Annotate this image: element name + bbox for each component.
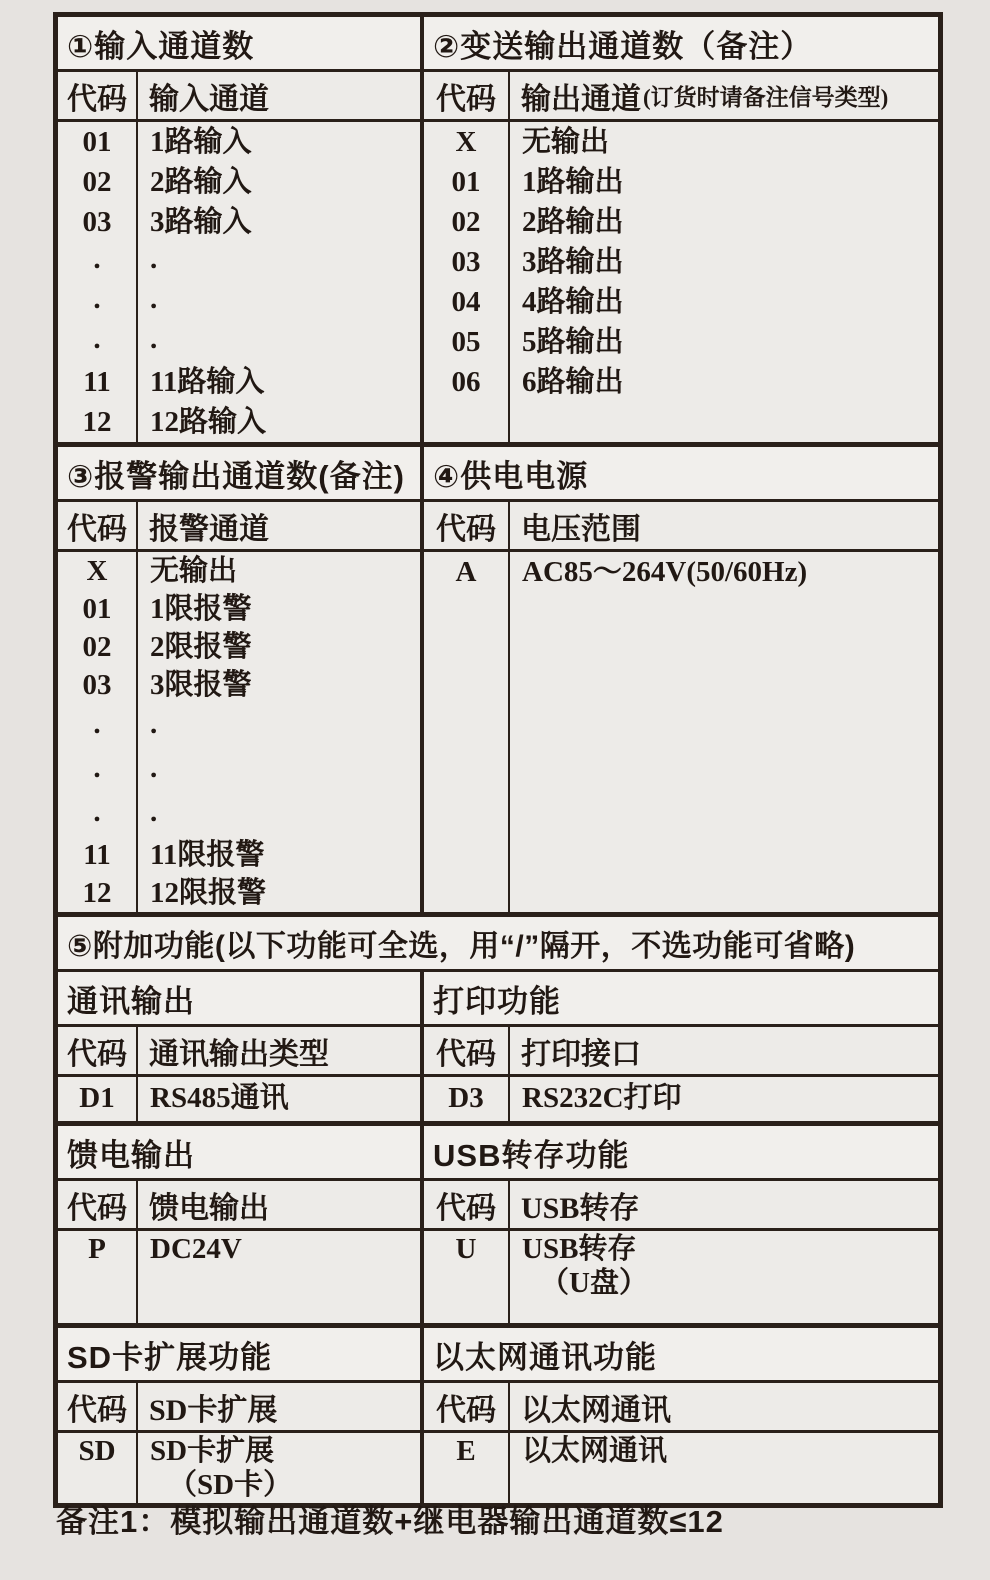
header-cell-desc: 打印接口 — [521, 1037, 641, 1071]
header-desc-note: (订货时请备注信号类型) — [643, 85, 889, 110]
code-cell: 03 — [82, 669, 112, 701]
code-column — [58, 1077, 138, 1121]
subsection-body — [58, 1433, 420, 1503]
subsection-header-row — [58, 1027, 420, 1077]
desc-cell: 12限报警 — [150, 877, 267, 909]
desc-cell: RS232C打印 — [522, 1082, 682, 1114]
section5-row-feed-usb — [58, 1121, 938, 1323]
section1-title: ①输入通道数 — [58, 17, 420, 72]
code-cell: 12 — [82, 406, 112, 438]
ellipsis-cell: . — [150, 752, 158, 784]
header-cell-code: 代码 — [424, 1181, 510, 1228]
header-cell-desc: SD卡扩展 — [149, 1393, 278, 1427]
subsection-body — [424, 1433, 938, 1503]
ordering-spec-table — [53, 12, 943, 1508]
code-cell: SD — [78, 1435, 116, 1467]
section3-body — [58, 552, 420, 912]
subsection-title: USB转存功能 — [424, 1126, 938, 1181]
subsection-print-function — [424, 972, 938, 1121]
desc-cell: 2路输出 — [522, 206, 624, 238]
header-cell-desc: 报警通道 — [149, 512, 269, 546]
ellipsis-cell: . — [93, 708, 101, 740]
desc-column — [138, 122, 420, 442]
desc-cell: 3路输出 — [522, 246, 624, 278]
desc-cell: DC24V — [150, 1233, 242, 1265]
code-cell: 03 — [451, 246, 481, 278]
subsection-title: 打印功能 — [424, 972, 938, 1027]
ellipsis-cell: . — [93, 752, 101, 784]
header-cell-desc — [510, 72, 938, 119]
code-cell: 05 — [451, 326, 481, 358]
code-cell: X — [455, 126, 477, 158]
desc-cell: 4路输出 — [522, 286, 624, 318]
ellipsis-cell: . — [150, 323, 158, 355]
header-cell-desc: USB转存 — [521, 1191, 640, 1225]
header-cell-code: 代码 — [58, 1383, 138, 1430]
subsection-body — [58, 1231, 420, 1323]
code-cell: 12 — [82, 877, 112, 909]
desc-cell: 1限报警 — [150, 593, 252, 625]
header-desc-main: 输出通道 — [521, 82, 641, 116]
header-cell-desc: 电压范围 — [521, 512, 641, 546]
desc-cell-line1: USB转存 — [522, 1233, 637, 1265]
ellipsis-cell: . — [150, 243, 158, 275]
code-cell: P — [88, 1233, 106, 1265]
section4-title: ④供电电源 — [424, 447, 938, 502]
code-column — [58, 1433, 138, 1503]
code-column — [424, 1433, 510, 1503]
section4-body — [424, 552, 938, 912]
header-cell-code: 代码 — [424, 72, 510, 119]
subsection-title: SD卡扩展功能 — [58, 1328, 420, 1383]
code-column — [424, 552, 510, 912]
section-alarm-output-channels — [58, 447, 424, 912]
code-column — [424, 1231, 510, 1323]
code-cell: 03 — [82, 206, 112, 238]
section-power-supply — [424, 447, 938, 912]
code-cell: D3 — [448, 1082, 484, 1114]
code-cell: U — [455, 1233, 477, 1265]
section5-title: ⑤附加功能(以下功能可全选，用“/”隔开，不选功能可省略) — [58, 912, 938, 972]
desc-cell: 2限报警 — [150, 631, 252, 663]
subsection-title: 以太网通讯功能 — [424, 1328, 938, 1383]
desc-cell-line1: SD卡扩展 — [150, 1435, 275, 1467]
header-cell-code: 代码 — [58, 1181, 138, 1228]
ellipsis-cell: . — [93, 323, 101, 355]
section2-title: ②变送输出通道数（备注） — [424, 17, 938, 72]
subsection-sd-card — [58, 1328, 424, 1503]
footnote: 备注1：模拟输出通道数+继电器输出通道数≤12 — [56, 1504, 724, 1539]
desc-column — [138, 1077, 420, 1121]
section4-header-row — [424, 502, 938, 552]
desc-cell: RS485通讯 — [150, 1082, 289, 1114]
subsection-header-row — [424, 1027, 938, 1077]
code-cell: D1 — [79, 1082, 115, 1114]
code-cell: 02 — [82, 631, 112, 663]
subsection-header-row — [58, 1383, 420, 1433]
subsection-header-row — [424, 1383, 938, 1433]
subsection-feed-output — [58, 1126, 424, 1323]
section3-header-row — [58, 502, 420, 552]
header-cell-code: 代码 — [58, 72, 138, 119]
subsection-comm-output — [58, 972, 424, 1121]
subsection-ethernet — [424, 1328, 938, 1503]
desc-cell: 5路输出 — [522, 326, 624, 358]
subsection-body — [58, 1077, 420, 1121]
code-cell: 01 — [82, 126, 112, 158]
desc-column — [138, 1231, 420, 1323]
section3-title: ③报警输出通道数(备注) — [58, 447, 420, 502]
section1-body — [58, 122, 420, 442]
code-cell: 11 — [83, 839, 111, 871]
desc-cell: 6路输出 — [522, 366, 624, 398]
desc-column — [138, 552, 420, 912]
desc-cell: 3路输入 — [150, 206, 252, 238]
section-transmit-output-channels — [424, 17, 938, 442]
desc-column — [510, 1231, 938, 1323]
desc-cell: 1路输入 — [150, 126, 252, 158]
desc-cell: 11限报警 — [150, 839, 265, 871]
desc-column — [510, 1077, 938, 1121]
code-cell: 04 — [451, 286, 481, 318]
desc-cell: 2路输入 — [150, 166, 252, 198]
header-cell-desc: 馈电输出 — [149, 1191, 269, 1225]
desc-column — [510, 552, 938, 912]
header-cell-code: 代码 — [58, 1027, 138, 1074]
subsection-body — [424, 1077, 938, 1121]
subsection-title: 馈电输出 — [58, 1126, 420, 1181]
ellipsis-cell: . — [150, 796, 158, 828]
subsection-title: 通讯输出 — [58, 972, 420, 1027]
section2-header-row — [424, 72, 938, 122]
code-cell: 02 — [451, 206, 481, 238]
code-cell: E — [456, 1435, 476, 1467]
code-column — [424, 122, 510, 442]
section1-header-row — [58, 72, 420, 122]
desc-column — [138, 1433, 420, 1503]
header-cell-code: 代码 — [424, 1383, 510, 1430]
desc-cell: 12路输入 — [150, 406, 267, 438]
ellipsis-cell: . — [93, 243, 101, 275]
subsection-header-row — [58, 1181, 420, 1231]
ellipsis-cell: . — [93, 283, 101, 315]
section5-row-sd-ethernet — [58, 1323, 938, 1503]
desc-cell-line2: （SD卡） — [168, 1469, 293, 1501]
subsection-body — [424, 1231, 938, 1323]
subsection-header-row — [424, 1181, 938, 1231]
ellipsis-cell: . — [150, 708, 158, 740]
code-cell: A — [455, 556, 477, 588]
code-column — [58, 552, 138, 912]
desc-cell-line2: （U盘） — [540, 1267, 648, 1299]
header-cell-code: 代码 — [424, 502, 510, 549]
section5-row-comm-print — [58, 972, 938, 1121]
desc-cell: 1路输出 — [522, 166, 624, 198]
code-column — [58, 122, 138, 442]
code-cell: 02 — [82, 166, 112, 198]
code-column — [58, 1231, 138, 1323]
code-column — [424, 1077, 510, 1121]
code-cell: 01 — [451, 166, 481, 198]
ellipsis-cell: . — [93, 796, 101, 828]
desc-cell: 无输出 — [150, 555, 238, 587]
section2-body — [424, 122, 938, 442]
section-row-1-2 — [58, 17, 938, 442]
header-cell-code: 代码 — [424, 1027, 510, 1074]
code-cell: 01 — [82, 593, 112, 625]
ellipsis-cell: . — [150, 283, 158, 315]
desc-cell: AC85～264V(50/60Hz) — [522, 556, 808, 588]
header-cell-desc: 输入通道 — [149, 82, 269, 116]
subsection-usb-transfer — [424, 1126, 938, 1323]
desc-cell: 3限报警 — [150, 669, 252, 701]
section-input-channels — [58, 17, 424, 442]
code-cell: X — [86, 555, 108, 587]
desc-column — [510, 122, 938, 442]
header-cell-desc: 以太网通讯 — [521, 1393, 671, 1427]
header-cell-desc: 通讯输出类型 — [149, 1037, 329, 1071]
code-cell: 11 — [83, 366, 111, 398]
desc-cell: 无输出 — [522, 126, 610, 158]
code-cell: 06 — [451, 366, 481, 398]
desc-cell: 11路输入 — [150, 366, 265, 398]
header-cell-code: 代码 — [58, 502, 138, 549]
desc-cell: 以太网通讯 — [522, 1435, 668, 1467]
section-row-3-4 — [58, 442, 938, 912]
desc-column — [510, 1433, 938, 1503]
